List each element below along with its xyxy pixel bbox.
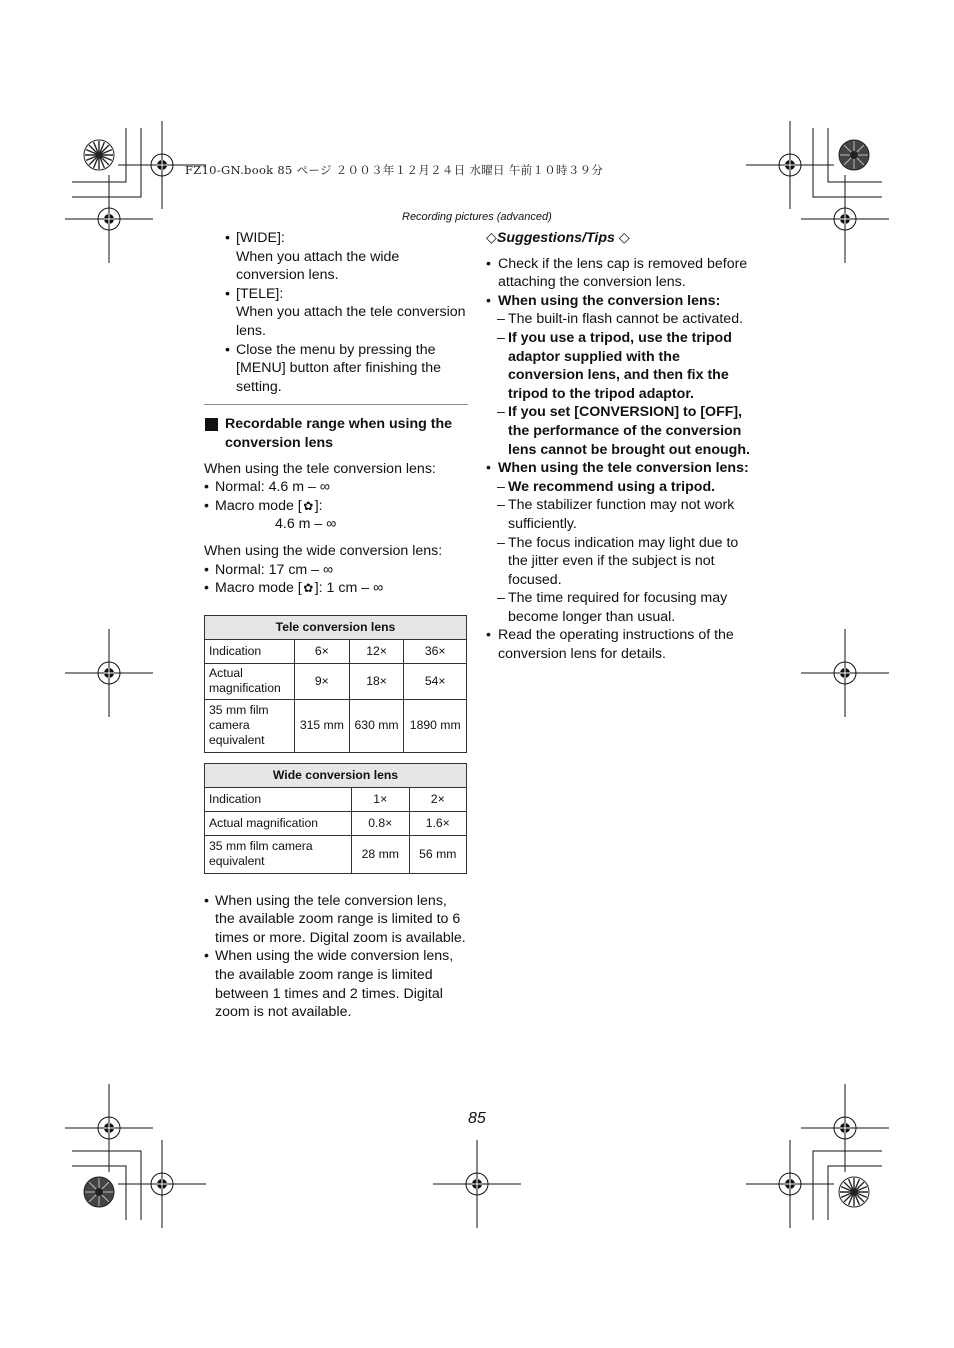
square-bullet-icon [205,418,218,431]
zoom-notes-list [204,892,468,1022]
table-title: Wide conversion lens [205,763,467,787]
tips-heading: ◇Suggestions/Tips ◇ [486,230,630,246]
sub-item: – If you set [CONVERSION] to [OFF], the performance of the conversion lens cannot be brought out enough. [497,404,750,458]
dash-marker: – [497,534,505,551]
sub-item: – The focus indication may light due to the jitter even if the subject is not focused. [497,534,739,588]
wide-range-list [204,561,468,598]
list-item: • When using the tele conversion lens, the available zoom range is limited to 6 times or more. Digital zoom is available. [204,892,468,948]
table-row: 35 mm film camera equivalent 28 mm 56 mm [205,835,467,873]
file-slug: FZ10-GN.book 85 ページ ２００３年１２月２４日 水曜日 午前１０時３９分 [185,163,604,177]
page-number: 85 [468,1110,486,1127]
table-row: Indication 6× 12× 36× [205,639,467,663]
list-item: • [TELE]: When you attach the tele conversion lens. [225,285,468,341]
tele-conversion-table [204,615,467,753]
wide-conversion-table [204,763,467,874]
list-item: • [WIDE]: When you attach the wide conversion lens. [225,229,468,285]
tulip-icon: ✿ [303,498,314,513]
tele-intro: When using the tele conversion lens: [204,460,436,477]
dash-marker: – [497,590,505,607]
dash-marker: – [497,311,505,328]
dash-marker: – [497,329,505,346]
list-item: • Macro mode [✿]: 1 cm – ∞ [204,579,468,598]
tips-list-2 [486,459,752,478]
list-item: • Macro mode [✿]: [204,497,468,516]
dash-marker: – [497,478,505,495]
list-item: • Check if the lens cap is removed before attaching the conversion lens. [486,255,752,292]
table-row: 35 mm film camera equivalent 315 mm 630 mm 1890 mm [205,699,467,752]
tulip-icon: ✿ [303,581,314,596]
left-column [204,229,468,1022]
tips-list [486,255,752,311]
list-item: • When using the tele conversion lens: [486,459,752,478]
table-title: Tele conversion lens [205,615,467,639]
tele-range-list [204,478,468,515]
diamond-outline-icon: ◇ [618,230,630,246]
dash-marker: – [497,404,505,421]
tele-macro-value: 4.6 m – ∞ [275,516,337,533]
table-row: Indication 1× 2× [205,787,467,811]
menu-options-list [204,229,468,396]
divider [204,404,468,405]
table-row: Actual magnification 0.8× 1.6× [205,811,467,835]
section-heading: Recordable range when using the conversion lens [204,415,468,452]
list-item: • Normal: 17 cm – ∞ [204,561,468,580]
sub-item: – We recommend using a tripod. [497,478,716,495]
sub-item: – The time required for focusing may become longer than usual. [497,590,728,625]
sub-item: – The stabilizer function may not work sufficiently. [497,497,735,532]
list-item: • When using the wide conversion lens, the available zoom range is limited between 1 times and 2 times. Digital zoom is not available. [204,947,468,1021]
right-column [486,229,752,664]
list-item: • Read the operating instructions of the conversion lens for details. [486,626,752,663]
wide-intro: When using the wide conversion lens: [204,542,443,559]
list-item: • Close the menu by pressing the [MENU] button after finishing the setting. [225,341,468,397]
diamond-outline-icon: ◇ [486,230,497,246]
sub-item: – The built-in flash cannot be activated. [497,311,744,328]
sub-item: – If you use a tripod, use the tripod adaptor supplied with the conversion lens, and then fix the tripod to the tripod adaptor. [497,329,732,402]
table-row: Actual magnification 9× 18× 54× [205,663,467,699]
list-item: • Normal: 4.6 m – ∞ [204,478,468,497]
list-item: • When using the conversion lens: [486,292,752,311]
running-header: Recording pictures (advanced) [402,211,552,223]
tips-list-3 [486,626,752,663]
tele-sublist [486,478,752,627]
dash-marker: – [497,497,505,514]
conversion-sublist [486,310,752,459]
